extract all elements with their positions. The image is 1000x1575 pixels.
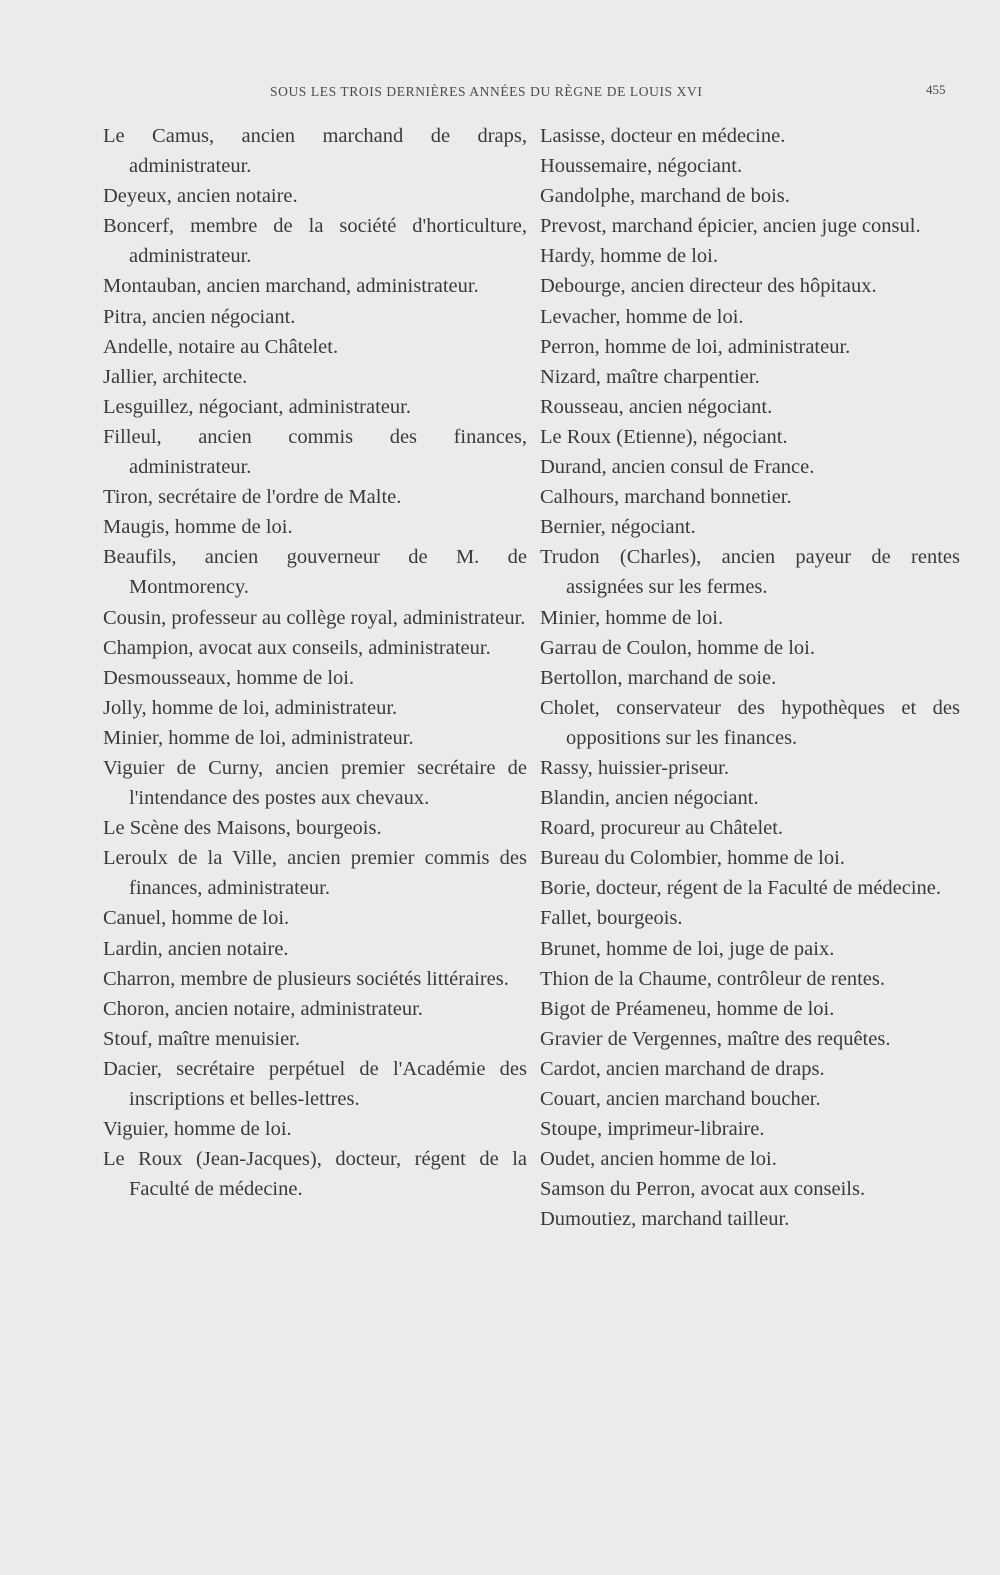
list-entry: Le Scène des Maisons, bourgeois.: [103, 817, 382, 840]
list-entry: Prevost, marchand épicier, ancien juge consul.: [540, 215, 921, 238]
list-entry: Viguier de Curny, ancien premier secrétaire de l'intendance des postes aux chevaux.: [103, 756, 527, 810]
list-entry: Bigot de Préameneu, homme de loi.: [540, 997, 835, 1020]
list-entry: Pitra, ancien négociant.: [103, 305, 296, 328]
list-entry: Thion de la Chaume, contrôleur de rentes.: [540, 967, 885, 990]
list-entry: Hardy, homme de loi.: [540, 245, 719, 268]
list-entry: Rassy, huissier-priseur.: [540, 756, 730, 779]
list-entry: Viguier, homme de loi.: [103, 1118, 292, 1141]
right-column: [540, 121, 960, 1234]
list-entry: Le Roux (Etienne), négociant.: [540, 425, 788, 448]
list-entry: Brunet, homme de loi, juge de paix.: [540, 937, 835, 960]
list-entry: Dacier, secrétaire perpétuel de l'Académie des inscriptions et belles-lettres.: [103, 1057, 527, 1110]
list-entry: Choron, ancien notaire, administrateur.: [103, 997, 423, 1020]
list-entry: Cholet, conservateur des hypothèques et des oppositions sur les finances.: [540, 696, 960, 749]
list-entry: Gravier de Vergennes, maître des requêtes.: [540, 1027, 891, 1050]
list-entry: Borie, docteur, régent de la Faculté de médecine.: [540, 877, 942, 900]
list-entry: Beaufils, ancien gouverneur de M. de Montmorency.: [103, 546, 527, 599]
list-entry: Fallet, bourgeois.: [540, 907, 683, 930]
list-entry: Cousin, professeur au collège royal, administrateur.: [103, 606, 526, 629]
list-entry: Perron, homme de loi, administrateur.: [540, 335, 851, 358]
list-entry: Le Roux (Jean-Jacques), docteur, régent de la Faculté de médecine.: [103, 1148, 527, 1201]
list-entry: Bernier, négociant.: [540, 516, 696, 539]
list-entry: Garrau de Coulon, homme de loi.: [540, 636, 815, 659]
list-entry: Gandolphe, marchand de bois.: [540, 185, 790, 208]
list-entry: Oudet, ancien homme de loi.: [540, 1148, 777, 1171]
list-entry: Bertollon, marchand de soie.: [540, 666, 777, 689]
list-entry: Filleul, ancien commis des finances, administrateur.: [103, 425, 527, 479]
list-entry: Boncerf, membre de la société d'horticulture, administrateur.: [103, 215, 527, 268]
list-entry: Lardin, ancien notaire.: [103, 937, 289, 960]
list-entry: Andelle, notaire au Châtelet.: [103, 335, 339, 358]
list-entry: Rousseau, ancien négociant.: [540, 395, 773, 418]
list-entry: Debourge, ancien directeur des hôpitaux.: [540, 275, 877, 298]
list-entry: Blandin, ancien négociant.: [540, 787, 759, 810]
list-entry: Canuel, homme de loi.: [103, 907, 290, 930]
running-title: SOUS LES TROIS DERNIÈRES ANNÉES DU RÈGNE DE LOUIS XVI: [270, 84, 703, 99]
list-entry: Charron, membre de plusieurs sociétés littéraires.: [103, 967, 509, 990]
list-entry: Samson du Perron, avocat aux conseils.: [540, 1178, 866, 1201]
list-entry: Levacher, homme de loi.: [540, 305, 744, 328]
list-entry: Minier, homme de loi.: [540, 606, 724, 629]
list-entry: Calhours, marchand bonnetier.: [540, 486, 792, 509]
list-entry: Champion, avocat aux conseils, administrateur.: [103, 636, 491, 659]
list-entry: Durand, ancien consul de France.: [540, 456, 815, 479]
list-entry: Dumoutiez, marchand tailleur.: [540, 1208, 790, 1231]
list-entry: Couart, ancien marchand boucher.: [540, 1088, 821, 1110]
list-entry: Houssemaire, négociant.: [540, 155, 743, 178]
list-entry: Jolly, homme de loi, administrateur.: [103, 696, 398, 719]
list-entry: Montauban, ancien marchand, administrateur.: [103, 275, 479, 298]
list-entry: Bureau du Colombier, homme de loi.: [540, 847, 845, 870]
list-entry: Nizard, maître charpentier.: [540, 365, 760, 388]
left-column: [103, 121, 527, 1204]
list-entry: Stouf, maître menuisier.: [103, 1027, 300, 1050]
list-entry: Le Camus, ancien marchand de draps, administrateur.: [103, 125, 527, 178]
list-entry: Roard, procureur au Châtelet.: [540, 817, 784, 840]
list-entry: Lasisse, docteur en médecine.: [540, 125, 786, 147]
list-entry: Minier, homme de loi, administrateur.: [103, 726, 414, 749]
list-entry: Jallier, architecte.: [103, 365, 248, 388]
list-entry: Lesguillez, négociant, administrateur.: [103, 395, 411, 418]
list-entry: Tiron, secrétaire de l'ordre de Malte.: [103, 486, 402, 509]
list-entry: Deyeux, ancien notaire.: [103, 185, 298, 208]
list-entry: Trudon (Charles), ancien payeur de rentes assignées sur les fermes.: [540, 546, 960, 599]
list-entry: Cardot, ancien marchand de draps.: [540, 1057, 825, 1080]
list-entry: Stoupe, imprimeur-libraire.: [540, 1118, 765, 1141]
list-entry: Leroulx de la Ville, ancien premier commis des finances, administrateur.: [103, 847, 527, 900]
list-entry: Desmousseaux, homme de loi.: [103, 666, 355, 689]
list-entry: Maugis, homme de loi.: [103, 516, 293, 539]
page-number: 455: [926, 82, 946, 97]
